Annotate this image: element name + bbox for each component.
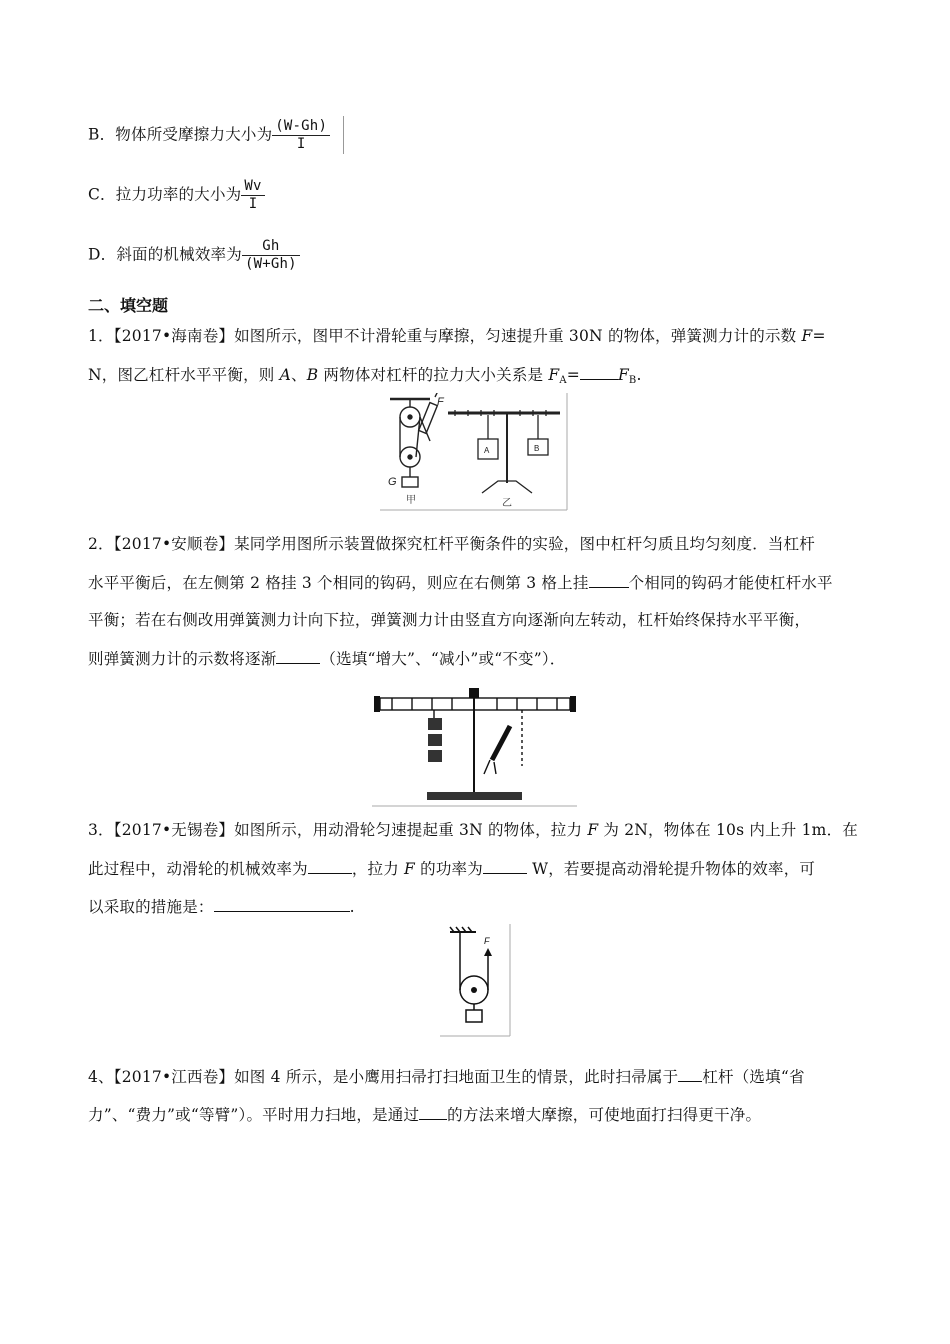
q1-answer-blank[interactable]	[580, 364, 618, 380]
q3-var-f: F	[587, 821, 599, 839]
label-jia: 甲	[406, 495, 416, 506]
q4-answer-blank-1[interactable]	[678, 1066, 702, 1082]
q3-end: .	[349, 898, 355, 916]
hook-weight-2	[428, 734, 442, 746]
option-d	[88, 238, 300, 273]
formula-frame-mark	[343, 116, 344, 154]
q3-answer-blank-2[interactable]	[483, 858, 527, 874]
spring-scale	[419, 403, 438, 434]
q4-text-3: 力”、“费力”或“等臂”）。平时用力扫地，是通过	[88, 1106, 420, 1124]
q4-text-2: 杠杆（选填“省	[702, 1068, 805, 1086]
option-d-fraction	[242, 238, 300, 273]
q2-text-2: 个相同的钩码才能使杠杆水平	[628, 574, 833, 592]
pulley-block-figure	[390, 393, 439, 487]
left-nut	[374, 696, 380, 712]
label-b: B	[534, 444, 540, 453]
option-b	[88, 118, 330, 153]
q1-text-2: N，图乙杠杆水平平衡，则	[88, 366, 280, 384]
option-d-numerator: Gh	[242, 238, 300, 256]
q3-text-5: 的功率为	[415, 860, 483, 878]
q2-figure	[372, 686, 578, 808]
q4-line1	[88, 1066, 805, 1087]
q1-var-b: B	[306, 366, 319, 384]
q3-line1	[88, 820, 858, 840]
option-c-fraction	[241, 178, 264, 213]
q3-answer-blank-1[interactable]	[308, 858, 352, 874]
q3-line3	[88, 896, 355, 917]
q1-var-f: F	[801, 327, 813, 345]
q1-eq: =	[566, 366, 580, 384]
q2-text: 水平平衡后，在左侧第 2 格挂 3 个相同的钩码，则应在右侧第 3 格上挂	[88, 574, 589, 592]
option-b-fraction	[272, 118, 330, 153]
q1-figure	[380, 393, 570, 511]
hook-weight-1	[428, 718, 442, 730]
q4-text-4: 的方法来增大摩擦，可使地面打扫得更干净。	[447, 1106, 762, 1124]
q2-line2	[88, 572, 833, 593]
q2-text-3: 则弹簧测力计的示数将逐渐	[88, 650, 277, 668]
stand-base	[427, 792, 522, 800]
q1-line1	[88, 326, 826, 346]
q1-var-a: A	[279, 366, 291, 384]
q1-fa-sub: A	[559, 375, 567, 386]
label-f-q3: F	[484, 936, 490, 946]
q3-text: 3．【2017•无锡卷】如图所示，用动滑轮匀速提起重 3N 的物体，拉力	[88, 821, 588, 839]
label-g: G	[388, 476, 397, 488]
option-c	[88, 178, 265, 213]
q2-answer-blank-2[interactable]	[276, 648, 320, 664]
q1-fb: F	[617, 366, 629, 384]
q1-end: .	[636, 366, 642, 384]
q2-line3: 平衡；若在右侧改用弹簧测力计向下拉，弹簧测力计由竖直方向逐渐向左转动，杠杆始终保持水平平衡，	[88, 611, 811, 629]
option-b-numerator: (W-Gh)	[272, 118, 330, 136]
q4-answer-blank-2[interactable]	[419, 1104, 447, 1120]
q3-line2	[88, 858, 815, 879]
pivot	[469, 688, 479, 698]
label-yi: 乙	[502, 498, 512, 509]
q3-figure	[440, 924, 512, 1038]
q1-line2	[88, 364, 642, 391]
up-arrow-icon	[484, 948, 492, 956]
q3-text-4: ，拉力	[351, 860, 405, 878]
option-d-denominator: (W+Gh)	[244, 256, 297, 272]
q1-sep: 、	[291, 366, 307, 384]
q1-fb-sub: B	[628, 375, 637, 386]
q1-fa: F	[548, 366, 560, 384]
q3-text-7: 以采取的措施是：	[88, 898, 214, 916]
option-b-denominator: I	[296, 136, 306, 152]
q3-answer-blank-3[interactable]	[214, 896, 350, 912]
q4-text: 4、【2017•江西卷】如图 4 所示，是小鹰用扫帚打扫地面卫生的情景，此时扫帚属于	[88, 1068, 679, 1086]
q2-answer-blank-1[interactable]	[589, 572, 629, 588]
q3-var-f-2: F	[404, 860, 416, 878]
q3-text-2: 为 2N，物体在 10s 内上升 1m．在	[598, 821, 858, 839]
option-c-denominator: I	[248, 196, 258, 212]
weight-g	[402, 477, 418, 487]
q2-line4	[88, 648, 566, 669]
option-c-label: C．拉力功率的大小为	[88, 185, 242, 204]
hook-weight-3	[428, 750, 442, 762]
q1-text: 1．【2017•海南卷】如图所示，图甲不计滑轮重与摩擦，匀速提升重 30N 的物体，弹簧测力计的示数	[88, 327, 802, 345]
q2-line1: 2．【2017•安顺卷】某同学用图所示装置做探究杠杆平衡条件的实验，图中杠杆匀质且均匀刻度．当杠杆	[88, 535, 816, 553]
option-b-label: B．物体所受摩擦力大小为	[88, 125, 273, 144]
option-d-label: D．斜面的机械效率为	[88, 245, 242, 264]
label-a: A	[484, 446, 490, 455]
right-nut	[570, 696, 576, 712]
label-f: F	[437, 396, 444, 408]
lever-figure	[448, 410, 560, 493]
q1-text-3: 两物体对杠杆的拉力大小关系是	[318, 366, 549, 384]
q2-text-4: （选填“增大”、“减小”或“不变”）．	[320, 650, 566, 668]
weight-q3	[466, 1010, 482, 1022]
q3-text-3: 此过程中，动滑轮的机械效率为	[88, 860, 308, 878]
section-title: 二、填空题	[88, 296, 169, 315]
option-c-numerator: Wv	[241, 178, 264, 196]
q1-equals: =	[812, 327, 826, 345]
q4-line2	[88, 1104, 761, 1125]
q3-text-6: W，若要提高动滑轮提升物体的效率，可	[526, 860, 816, 878]
